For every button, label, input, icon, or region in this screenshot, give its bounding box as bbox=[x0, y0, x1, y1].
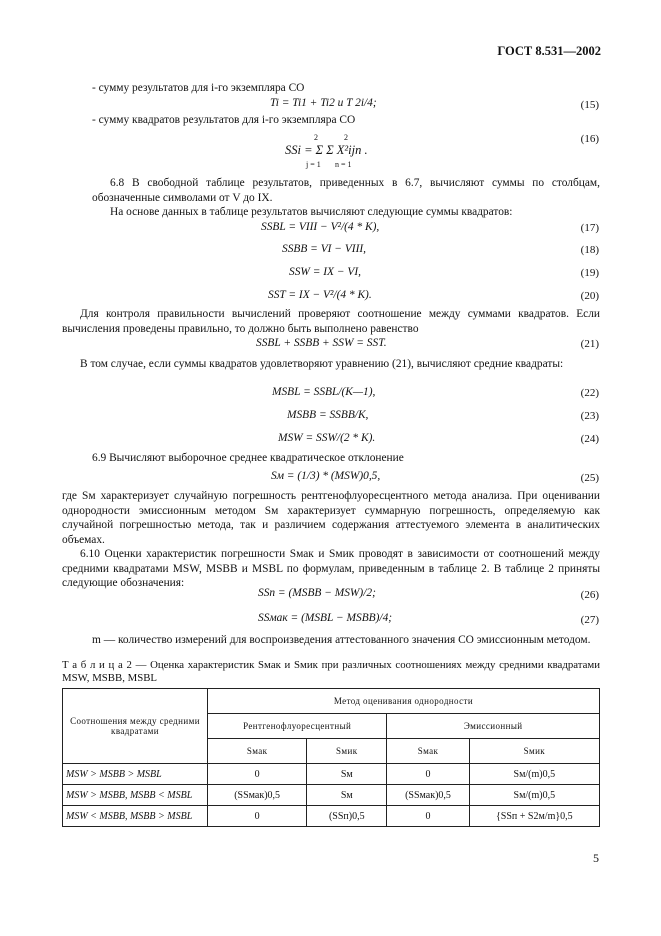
paragraph-6-10: 6.10 Оценки характеристик погрешности Sмак и Sмик проводят в зависимости от соотношений между средними квадратами MSW, MSBB и MSBL по формулам, приведенным в таблице 2. В таблице 2 приняты следующие обозначения: bbox=[62, 548, 600, 589]
col-header-emission: Эмиссионный bbox=[387, 714, 600, 739]
equation-number: (22) bbox=[580, 387, 599, 399]
equation-18: SSBB = VI − VIII, bbox=[282, 243, 367, 255]
standard-header: ГОСТ 8.531—2002 bbox=[497, 44, 601, 58]
equation-21: SSBL + SSBB + SSW = SST. bbox=[256, 337, 387, 349]
col-header-s-mik: Sмик bbox=[469, 739, 599, 764]
value-cell: Sм bbox=[307, 764, 387, 785]
value-cell: 0 bbox=[387, 806, 469, 827]
equation-number: (18) bbox=[580, 244, 599, 256]
page-number: 5 bbox=[593, 851, 599, 865]
col-header-s-mak: Sмак bbox=[208, 739, 307, 764]
equation-26: SSп = (MSBB − MSW)/2; bbox=[258, 587, 376, 599]
equation-20: SST = IX − V²/(4 * K). bbox=[268, 289, 372, 301]
equation-number: (16) bbox=[580, 133, 599, 145]
ratio-cell: MSW > MSBB, MSBB < MSBL bbox=[63, 785, 208, 806]
equation-number: (24) bbox=[580, 433, 599, 445]
equation-number: (23) bbox=[580, 410, 599, 422]
paragraph-m: m — количество измерений для воспроизведения аттестованного значения СО эмиссионным методом. bbox=[92, 634, 591, 646]
equation-23: MSBB = SSBB/K, bbox=[287, 409, 369, 421]
paragraph-6-9-explanation: где Sм характеризует случайную погрешность рентгенофлуоресцентного метода анализа. При оценивании однородности эмиссионным методом Sм характеризует суммарную погрешность, определяемую как случайной погрешностью метода, так и различием содержания аттестуемого элемента в аналитических объемах. bbox=[62, 490, 600, 546]
col-header-s-mak: Sмак bbox=[387, 739, 469, 764]
table-row bbox=[63, 806, 600, 827]
table-caption: Т а б л и ц а 2 — Оценка характеристик Sмак и Sмик при различных соотношениях между средними квадратами MSW, MSBB, MSBL bbox=[62, 659, 600, 684]
ratio-cell: MSW > MSBB > MSBL bbox=[63, 764, 208, 785]
text-line: - сумму квадратов результатов для i-го экземпляра СО bbox=[92, 114, 356, 126]
table-2 bbox=[62, 688, 600, 827]
equation-number: (21) bbox=[580, 338, 599, 350]
equation-number: (26) bbox=[580, 589, 599, 601]
paragraph-6-8: 6.8 В свободной таблице результатов, приведенных в 6.7, вычисляют суммы по столбцам, обозначенные символами от V до IX. bbox=[92, 177, 600, 204]
equation-22: MSBL = SSBL/(K—1), bbox=[272, 386, 376, 398]
paragraph-case: В том случае, если суммы квадратов удовлетворяют уравнению (21), вычисляют средние квадраты: bbox=[80, 358, 564, 370]
equation-16: SSi = Σ Σ X²ijn . bbox=[285, 143, 368, 157]
equation-number: (15) bbox=[580, 99, 599, 111]
equation-number: (25) bbox=[580, 472, 599, 484]
table-row bbox=[63, 785, 600, 806]
value-cell: Sм bbox=[307, 785, 387, 806]
value-cell: (SSмак)0,5 bbox=[208, 785, 307, 806]
sum-limit: 2 bbox=[314, 133, 318, 142]
table-row bbox=[63, 764, 600, 785]
equation-19: SSW = IX − VI, bbox=[289, 266, 361, 278]
equation-25: Sм = (1/3) * (MSW)0,5, bbox=[271, 470, 381, 482]
equation-number: (20) bbox=[580, 290, 599, 302]
col-header-method: Метод оценивания однородности bbox=[208, 689, 600, 714]
col-header-s-mik: Sмик bbox=[307, 739, 387, 764]
paragraph-6-9: 6.9 Вычисляют выборочное среднее квадратическое отклонение bbox=[92, 452, 404, 464]
col-header-ratio: Соотношения между средними квадратами bbox=[63, 689, 208, 764]
value-cell: 0 bbox=[387, 764, 469, 785]
equation-24: MSW = SSW/(2 * K). bbox=[278, 432, 376, 444]
paragraph: На основе данных в таблице результатов вычисляют следующие суммы квадратов: bbox=[110, 206, 513, 218]
value-cell: 0 bbox=[208, 764, 307, 785]
col-header-xrf: Рентгенофлуоресцентный bbox=[208, 714, 387, 739]
value-cell: 0 bbox=[208, 806, 307, 827]
sum-limit: j = 1 bbox=[306, 160, 321, 169]
text-line: - сумму результатов для i-го экземпляра СО bbox=[92, 82, 305, 94]
equation-number: (17) bbox=[580, 222, 599, 234]
value-cell: {SSп + S2м/m}0,5 bbox=[469, 806, 599, 827]
equation-17: SSBL = VIII − V²/(4 * K), bbox=[261, 221, 380, 233]
value-cell: Sм/(m)0,5 bbox=[469, 785, 599, 806]
value-cell: Sм/(m)0,5 bbox=[469, 764, 599, 785]
equation-number: (27) bbox=[580, 614, 599, 626]
sum-limit: n = 1 bbox=[335, 160, 352, 169]
value-cell: (SSмак)0,5 bbox=[387, 785, 469, 806]
ratio-cell: MSW < MSBB, MSBB > MSBL bbox=[63, 806, 208, 827]
paragraph-control: Для контроля правильности вычислений проверяют соотношение между суммами квадратов. Если вычисления проведены правильно, то должно быть выполнено равенство bbox=[62, 308, 600, 335]
sum-limit: 2 bbox=[344, 133, 348, 142]
equation-27: SSмак = (MSBL − MSBB)/4; bbox=[258, 612, 393, 624]
equation-15: Ti = Ti1 + Ti2 и T 2i/4; bbox=[270, 97, 377, 109]
value-cell: (SSп)0,5 bbox=[307, 806, 387, 827]
equation-number: (19) bbox=[580, 267, 599, 279]
